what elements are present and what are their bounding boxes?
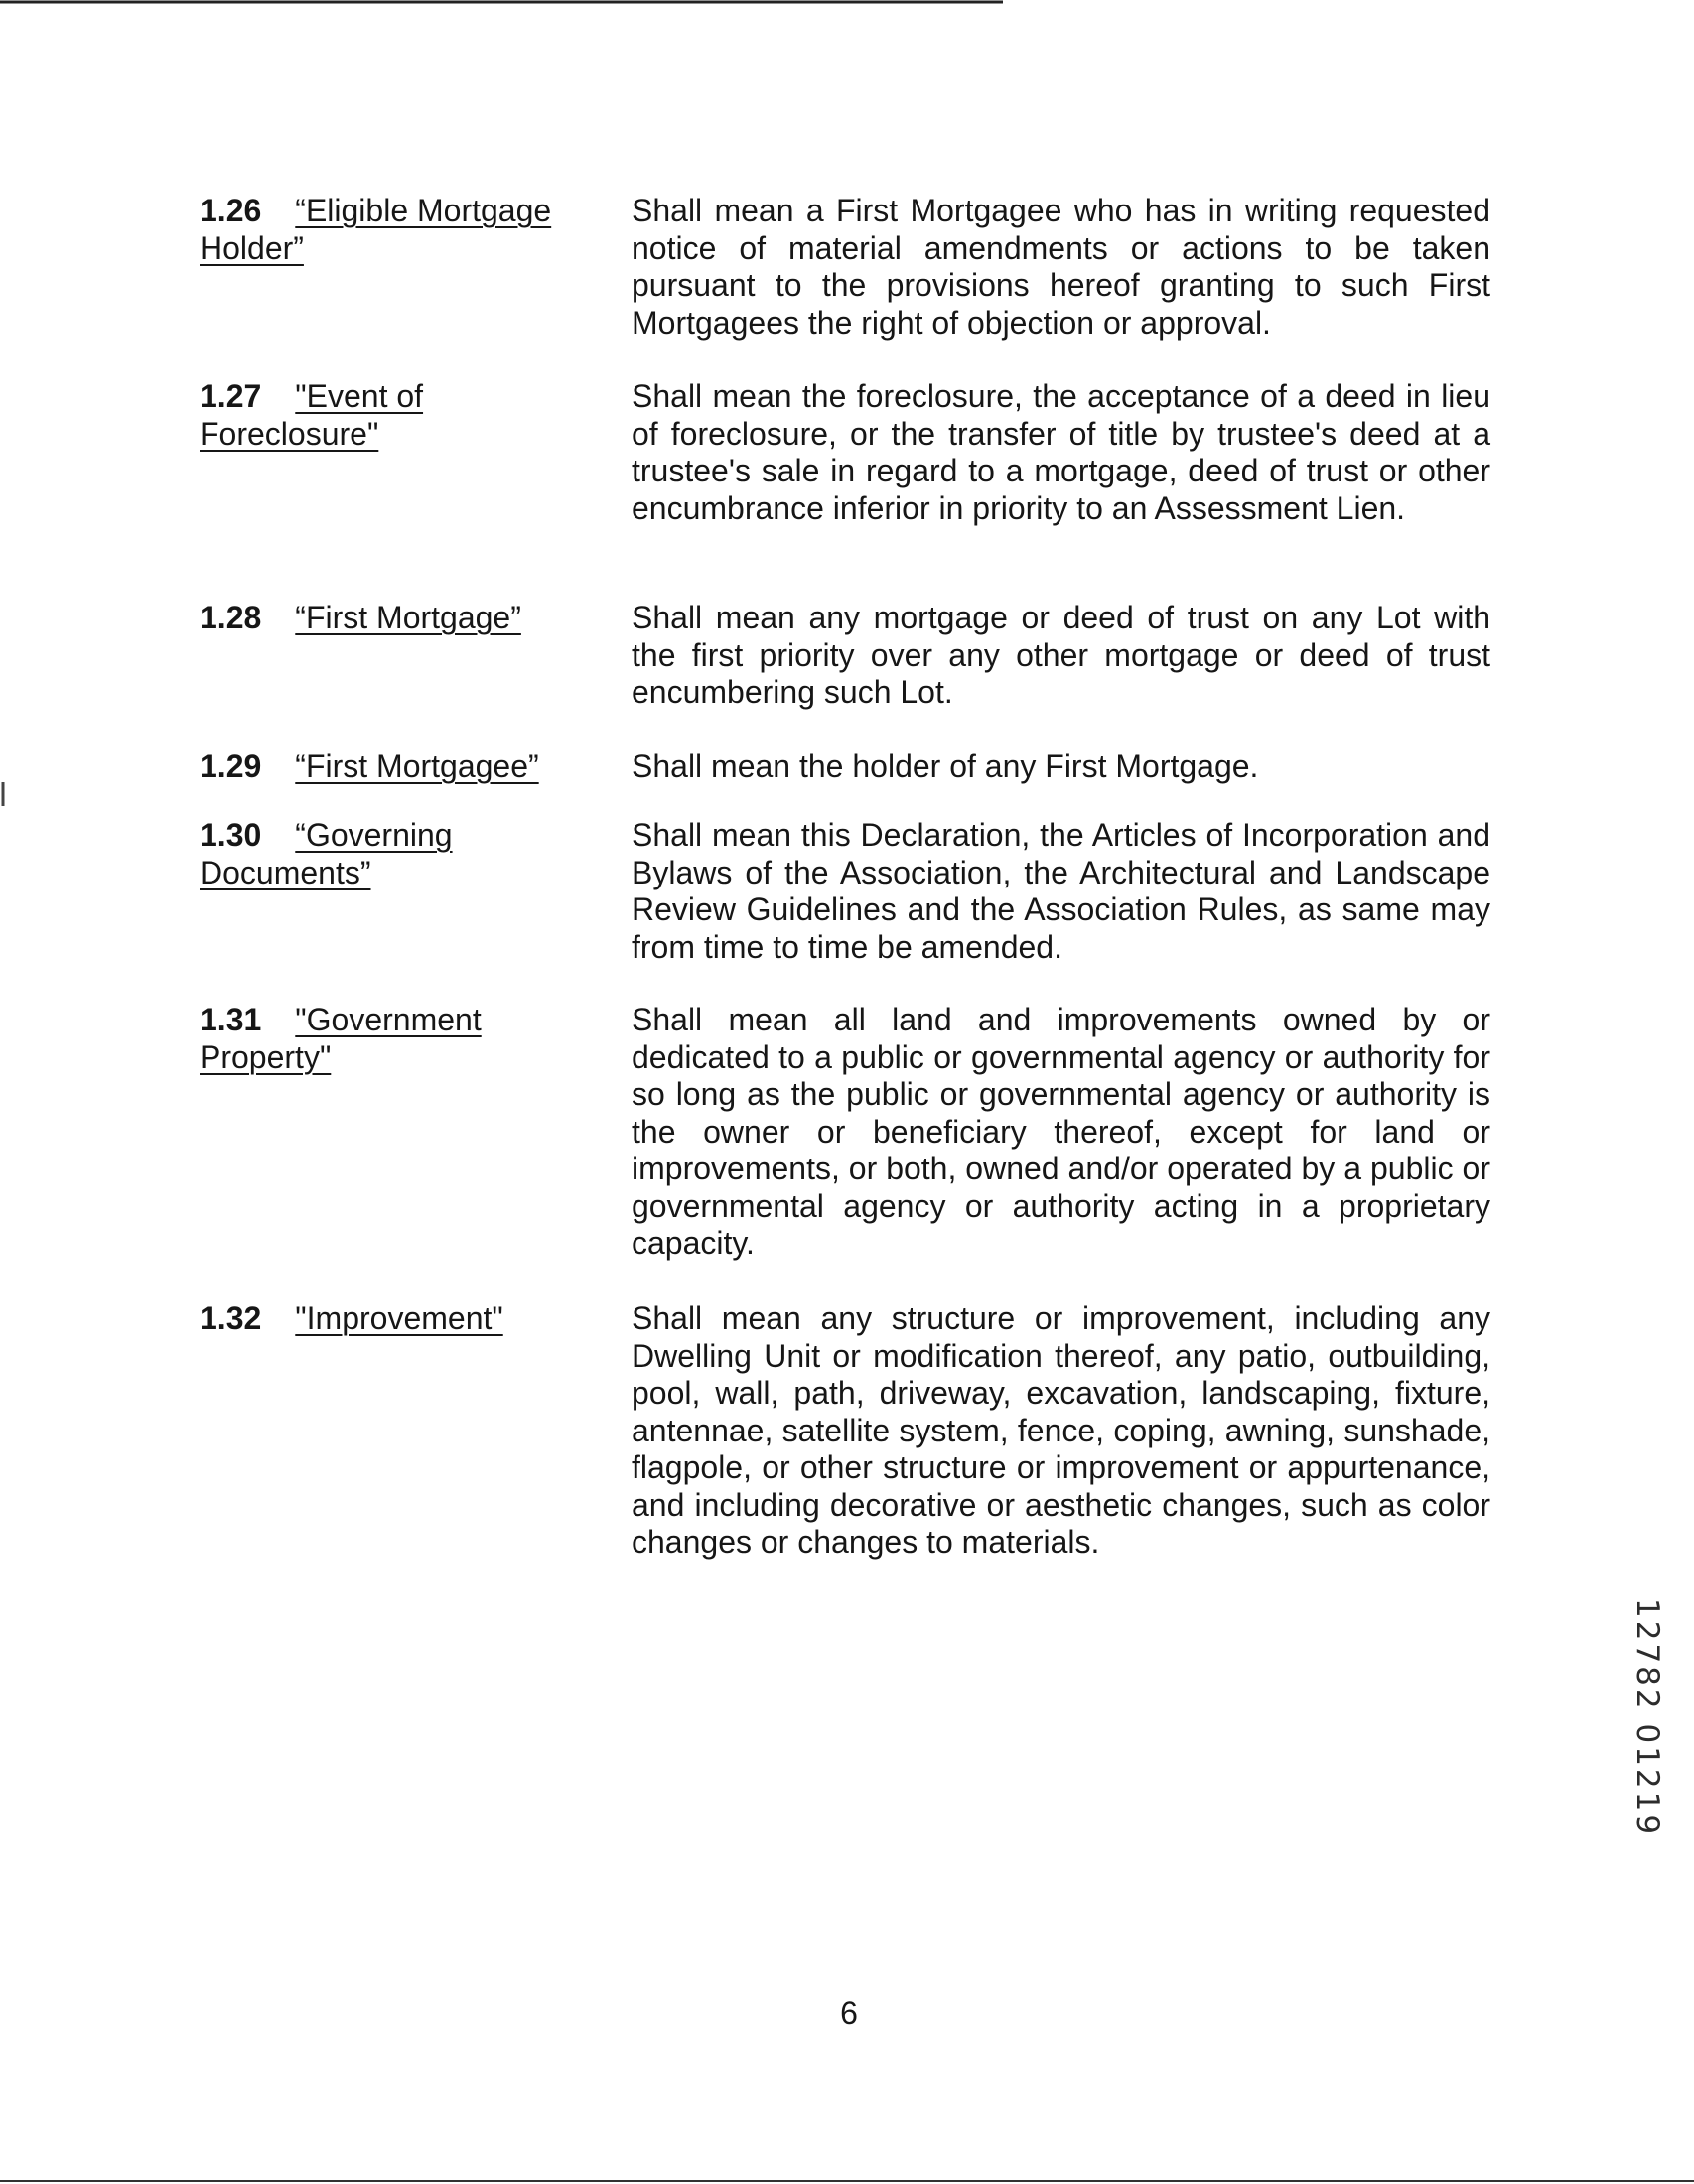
definition-number: 1.32 [200,1300,262,1336]
definition-term [200,1300,582,1338]
definition-name: "Event of Foreclosure" [200,378,424,452]
definition-number: 1.31 [200,1002,262,1037]
definition-term [200,193,582,267]
definition-number: 1.27 [200,378,262,414]
definition-number: 1.28 [200,600,262,635]
definition-term [200,1002,582,1076]
definition-text: Shall mean any structure or improvement, including any Dwelling Unit or modification thereof, any patio, outbuilding, pool, wall, path, driveway, excavation, landscaping, fixture, antennae, satellite system, fence, coping, awning, sunshade, flagpole, or other structure or improvement or appurtenance, and including decorative or aesthetic changes, such as color changes or changes to materials. [632,1300,1490,1560]
recording-stamp-text: 12782 01219 [1629,1598,1665,1838]
definition-number: 1.30 [200,817,262,853]
definition-name: “Eligible Mortgage Holder” [200,193,552,266]
definition-name: “First Mortgagee” [295,749,539,784]
definition-name: "Improvement" [295,1300,503,1336]
definition-text: Shall mean this Declaration, the Articles of Incorporation and Bylaws of the Association, the Architectural and Landscape Review Guidelines and the Association Rules, as same may from time to time be amended. [632,817,1490,965]
recording-stamp [1628,1598,1668,1876]
definition-text: Shall mean the holder of any First Mortgage. [632,749,1259,784]
definition-number: 1.29 [200,749,262,784]
definition-term [200,378,582,453]
definition-name: “First Mortgage” [295,600,521,635]
definition-name: "Government Property" [200,1002,482,1075]
definition-term [200,817,582,891]
definition-name: “Governing Documents” [200,817,453,890]
definition-term [200,600,582,637]
definition-text: Shall mean the foreclosure, the acceptance of a deed in lieu of foreclosure, or the transfer of title by trustee's deed at a trustee's sale in regard to a mortgage, deed of trust or other encumbrance inferior in priority to an Assessment Lien. [632,378,1490,526]
definition-text: Shall mean all land and improvements owned by or dedicated to a public or governmental agency or authority for so long as the public or governmental agency or authority is the owner or beneficiary thereof, except for land or improvements, or both, owned and/or operated by a public or governmental agency or authority acting in a proprietary capacity. [632,1002,1490,1261]
definition-term [200,749,582,786]
definition-text: Shall mean a First Mortgagee who has in writing requested notice of material amendments or actions to be taken pursuant to the provisions hereof granting to such First Mortgagees the right of objection or approval. [632,193,1490,341]
definition-number: 1.26 [200,193,262,228]
definition-text: Shall mean any mortgage or deed of trust on any Lot with the first priority over any other mortgage or deed of trust encumbering such Lot. [632,600,1490,710]
page-number: 6 [840,1995,858,2031]
